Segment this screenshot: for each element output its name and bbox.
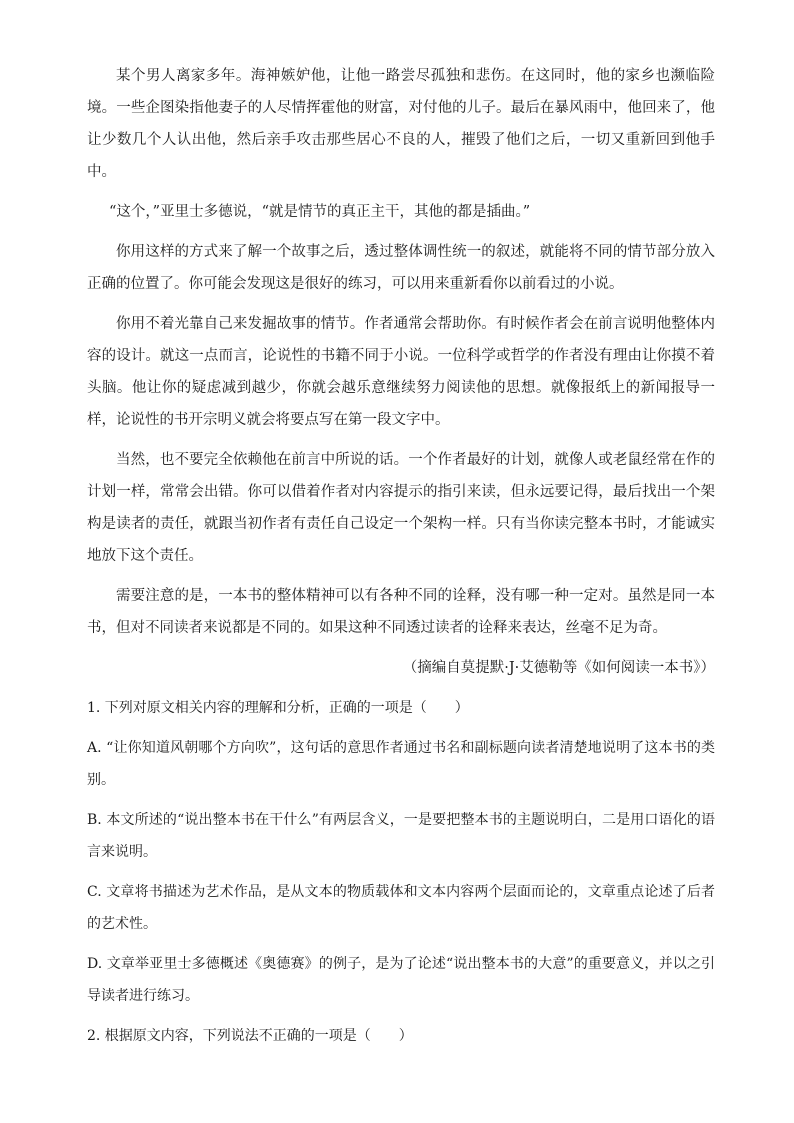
question-1-option-a: A. “让你知道风朝哪个方向吹”，这句话的意思作者通过书名和副标题向读者清楚地说明了这本书的类别。 — [87, 740, 715, 788]
question-1-option-b: B. 本文所述的“说出整本书在干什么”有两层含义，一是要把整本书的主题说明白，二是用口语化的语言来说明。 — [87, 812, 715, 860]
question-1-stem: 1. 下列对原文相关内容的理解和分析，正确的一项是（ ） — [87, 700, 469, 716]
source-citation: （摘编自莫提默·J·艾德勒等《如何阅读一本书》） — [402, 660, 715, 676]
paragraph-4: 你用不着光靠自己来发掘故事的情节。作者通常会帮助你。有时候作者会在前言说明他整体内容的设计。就这一点而言，论说性的书籍不同于小说。一位科学或哲学的作者没有理由让你摸不着头脑。他让你的疑虑减到越少，你就会越乐意继续努力阅读他的思想。就像报纸上的新闻报导一样，论说性的书开宗明义就会将要点写在第一段文字中。 — [87, 316, 715, 428]
question-1-option-c: C. 文章将书描述为艺术作品，是从文本的物质载体和文本内容两个层面而论的，文章重点论述了后者的艺术性。 — [87, 884, 715, 932]
paragraph-3: 你用这样的方式来了解一个故事之后，透过整体调性统一的叙述，就能将不同的情节部分放入正确的位置了。你可能会发现这是很好的练习，可以用来重新看你以前看过的小说。 — [87, 244, 715, 292]
question-1-option-d: D. 文章举亚里士多德概述《奥德赛》的例子，是为了论述“说出整本书的大意”的重要意义，并以之引导读者进行练习。 — [87, 956, 715, 1004]
paragraph-6: 需要注意的是，一本书的整体精神可以有各种不同的诠释，没有哪一种一定对。虽然是同一本书，但对不同读者来说都是不同的。如果这种不同透过读者的诠释来表达，丝毫不足为奇。 — [87, 588, 715, 636]
question-2-stem: 2. 根据原文内容，下列说法不正确的一项是（ ） — [87, 1028, 413, 1044]
paragraph-1: 某个男人离家多年。海神嫉妒他，让他一路尝尽孤独和悲伤。在这同时，他的家乡也濒临险境。一些企图染指他妻子的人尽情挥霍他的财富，对付他的儿子。最后在暴风雨中，他回来了，他让少数几个人认出他，然后亲手攻击那些居心不良的人，摧毁了他们之后，一切又重新回到他手中。 — [87, 68, 715, 180]
document-page — [87, 60, 715, 1052]
paragraph-2-quote: “这个，”亚里士多德说，“就是情节的真正主干，其他的都是插曲。” — [109, 204, 531, 220]
paragraph-5: 当然，也不要完全依赖他在前言中所说的话。一个作者最好的计划，就像人或老鼠经常在作的计划一样，常常会出错。你可以借着作者对内容提示的指引来读，但永远要记得，最后找出一个架构是读者的责任，就跟当初作者有责任自己设定一个架构一样。只有当你读完整本书时，才能诚实地放下这个责任。 — [87, 452, 715, 564]
